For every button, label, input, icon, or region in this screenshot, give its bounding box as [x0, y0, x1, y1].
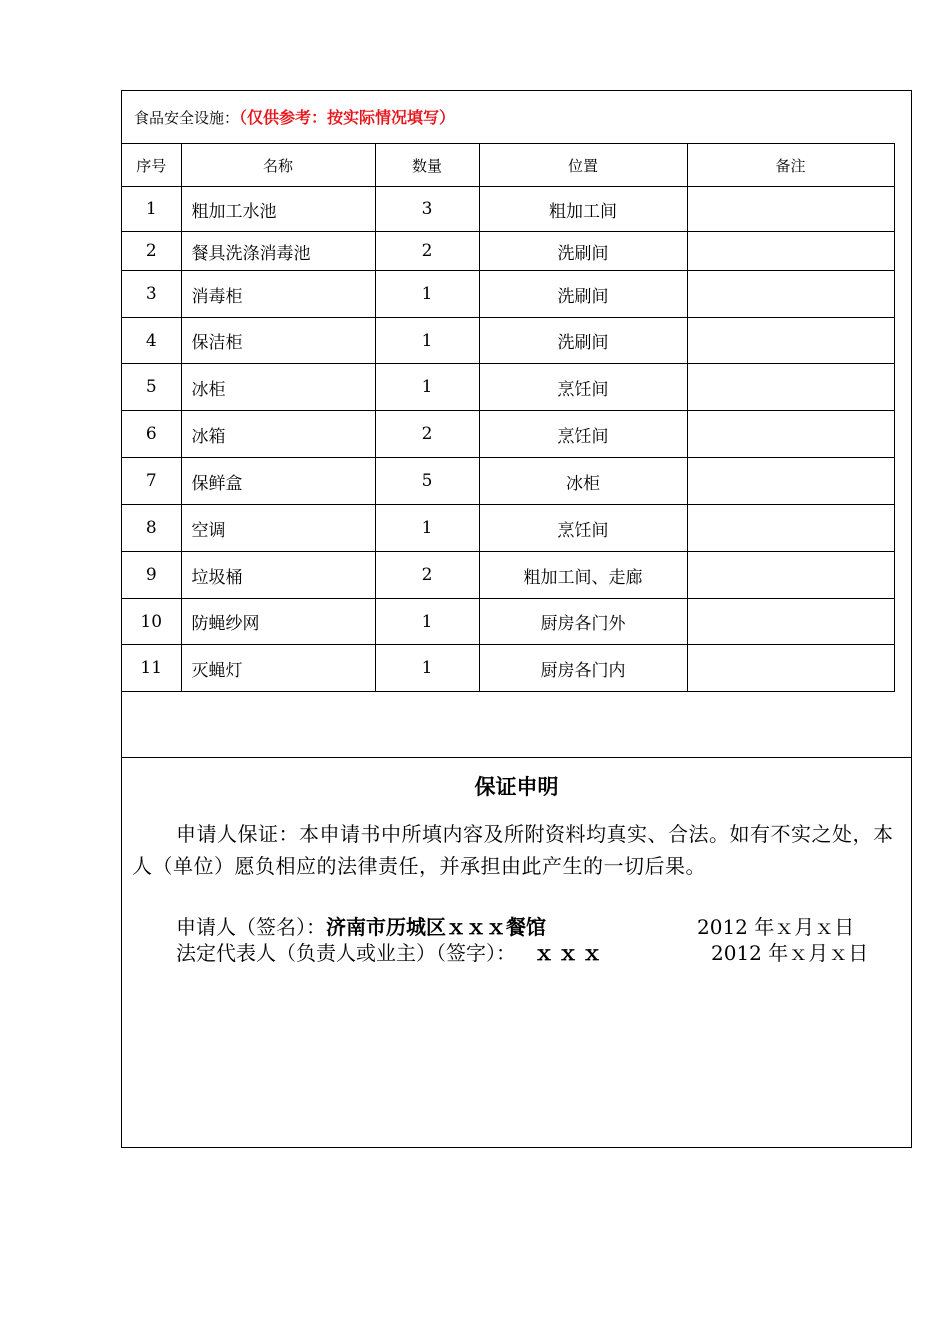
row-index: 10: [122, 599, 181, 645]
row-quantity: 5: [375, 458, 479, 505]
row-name: 粗加工水池: [181, 187, 375, 232]
row-quantity: 1: [375, 599, 479, 645]
row-index: 9: [122, 552, 181, 599]
row-location: 粗加工间: [479, 187, 687, 232]
applicant-name: 济南市历城区ｘｘｘ餐馆: [326, 915, 546, 939]
row-name: 空调: [181, 505, 375, 552]
row-quantity: 2: [375, 552, 479, 599]
row-quantity: 3: [375, 187, 479, 232]
row-location: 厨房各门内: [479, 645, 687, 692]
row-index: 3: [122, 271, 181, 318]
table-row: [122, 599, 894, 645]
row-index: 8: [122, 505, 181, 552]
row-name: 冰柜: [181, 364, 375, 411]
row-quantity: 1: [375, 271, 479, 318]
legal-rep-signature-line: [176, 937, 606, 966]
row-location: 烹饪间: [479, 505, 687, 552]
declaration-body: 申请人保证：本申请书中所填内容及所附资料均真实、合法。如有不实之处，本人（单位）愿负相应的法律责任，并承担由此产生的一切后果。: [132, 822, 894, 878]
row-index: 2: [122, 232, 181, 271]
row-index: 11: [122, 645, 181, 692]
table-row: [122, 411, 894, 458]
row-remarks: [687, 364, 894, 411]
row-remarks: [687, 599, 894, 645]
row-remarks: [687, 552, 894, 599]
facilities-table: [122, 143, 895, 692]
table-row: [122, 318, 894, 364]
row-remarks: [687, 505, 894, 552]
header-index: 序号: [122, 144, 181, 187]
applicant-date: 2012 年ｘ月ｘ日: [697, 915, 855, 939]
row-remarks: [687, 411, 894, 458]
row-index: 4: [122, 318, 181, 364]
applicant-label: 申请人（签名）：: [176, 915, 326, 939]
header-quantity: 数量: [375, 144, 479, 187]
row-quantity: 2: [375, 411, 479, 458]
header-name: 名称: [181, 144, 375, 187]
section-divider: [122, 757, 911, 758]
row-remarks: [687, 232, 894, 271]
table-header-row: [122, 144, 894, 187]
row-location: 洗刷间: [479, 271, 687, 318]
table-row: [122, 232, 894, 271]
row-name: 保鲜盒: [181, 458, 375, 505]
row-quantity: 2: [375, 232, 479, 271]
table-row: [122, 458, 894, 505]
row-remarks: [687, 645, 894, 692]
row-index: 6: [122, 411, 181, 458]
row-quantity: 1: [375, 364, 479, 411]
row-quantity: 1: [375, 318, 479, 364]
header-location: 位置: [479, 144, 687, 187]
facilities-label: 食品安全设施：: [134, 109, 240, 127]
row-name: 垃圾桶: [181, 552, 375, 599]
table-row: [122, 645, 894, 692]
row-quantity: 1: [375, 645, 479, 692]
row-name: 灭蝇灯: [181, 645, 375, 692]
row-remarks: [687, 187, 894, 232]
row-index: 7: [122, 458, 181, 505]
row-remarks: [687, 271, 894, 318]
row-location: 冰柜: [479, 458, 687, 505]
row-name: 保洁柜: [181, 318, 375, 364]
facilities-heading: [134, 105, 455, 128]
legal-rep-label: 法定代表人（负责人或业主）（签字）：: [176, 941, 516, 965]
row-remarks: [687, 318, 894, 364]
declaration-title: 保证申明: [474, 775, 559, 799]
table-row: [122, 552, 894, 599]
row-remarks: [687, 458, 894, 505]
row-location: 洗刷间: [479, 232, 687, 271]
legal-rep-name: ｘｘｘ: [534, 941, 606, 965]
legal-rep-date: 2012 年ｘ月ｘ日: [711, 941, 869, 965]
table-row: [122, 271, 894, 318]
row-quantity: 1: [375, 505, 479, 552]
row-name: 冰箱: [181, 411, 375, 458]
row-name: 消毒柜: [181, 271, 375, 318]
row-index: 1: [122, 187, 181, 232]
applicant-signature-line: [176, 911, 546, 940]
row-location: 洗刷间: [479, 318, 687, 364]
application-form-section: [121, 90, 912, 1148]
row-location: 烹饪间: [479, 411, 687, 458]
table-row: [122, 505, 894, 552]
row-location: 烹饪间: [479, 364, 687, 411]
row-location: 粗加工间、走廊: [479, 552, 687, 599]
facilities-note: （仅供参考：按实际情况填写）: [239, 108, 456, 127]
row-name: 防蝇纱网: [181, 599, 375, 645]
row-name: 餐具洗涤消毒池: [181, 232, 375, 271]
table-row: [122, 187, 894, 232]
row-location: 厨房各门外: [479, 599, 687, 645]
header-remarks: 备注: [687, 144, 894, 187]
row-index: 5: [122, 364, 181, 411]
table-row: [122, 364, 894, 411]
